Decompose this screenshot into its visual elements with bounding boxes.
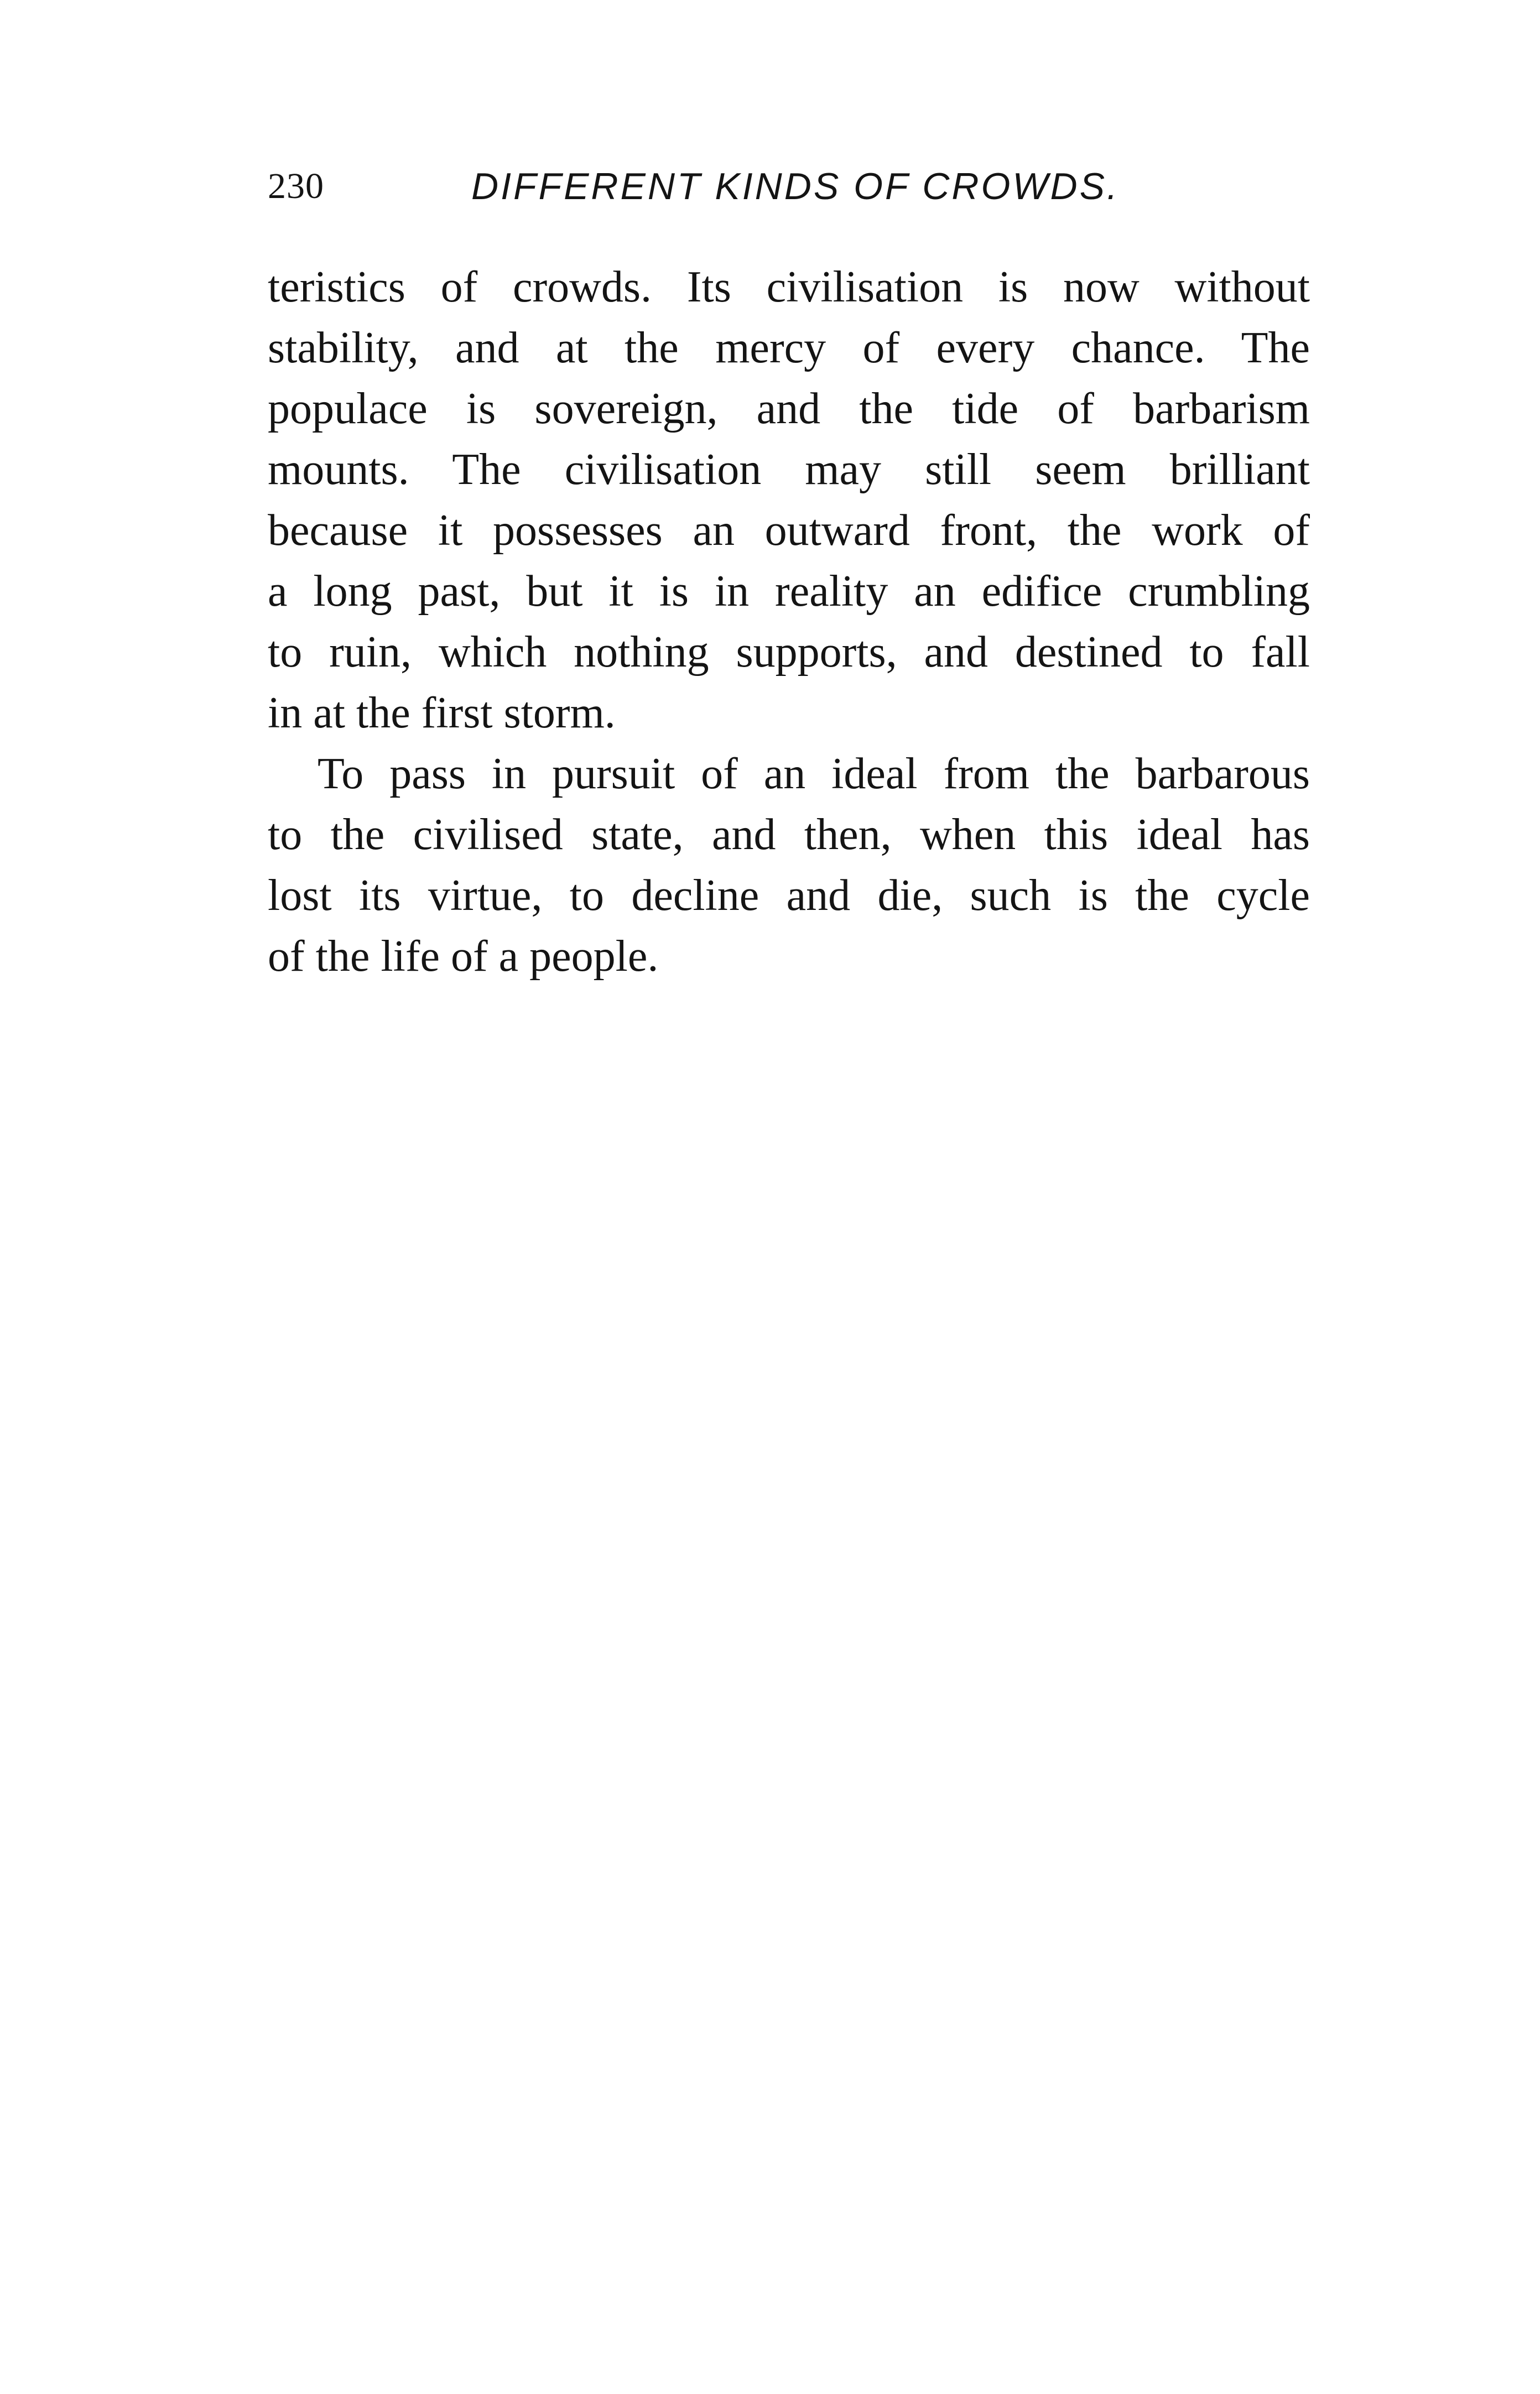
text-line: of the life of a people. [268, 932, 659, 981]
text-line: populace is sovereign, and the tide of barbarism [268, 384, 1310, 433]
text-line: because it possesses an outward front, the work of [268, 506, 1310, 555]
text-line: stability, and at the mercy of every chance. The [268, 324, 1310, 372]
body-text [268, 257, 1310, 987]
text-line: mounts. The civilisation may still seem brilliant [268, 445, 1310, 494]
paragraph-2 [268, 743, 1310, 987]
page-number: 230 [268, 166, 324, 206]
text-line: to ruin, which nothing supports, and destined to fall [268, 628, 1310, 676]
text-line: a long past, but it is in reality an edifice crumbling [268, 567, 1310, 616]
text-line: in at the first storm. [268, 689, 616, 737]
text-line: teristics of crowds. Its civilisation is now without [268, 263, 1310, 311]
running-title: DIFFERENT KINDS OF CROWDS. [471, 165, 1120, 207]
text-line: To pass in pursuit of an ideal from the barbarous [318, 750, 1310, 798]
running-head [268, 156, 1319, 217]
text-line: to the civilised state, and then, when this ideal has [268, 810, 1310, 859]
paragraph-1 [268, 257, 1310, 743]
text-line: lost its virtue, to decline and die, such is the cycle [268, 871, 1310, 920]
